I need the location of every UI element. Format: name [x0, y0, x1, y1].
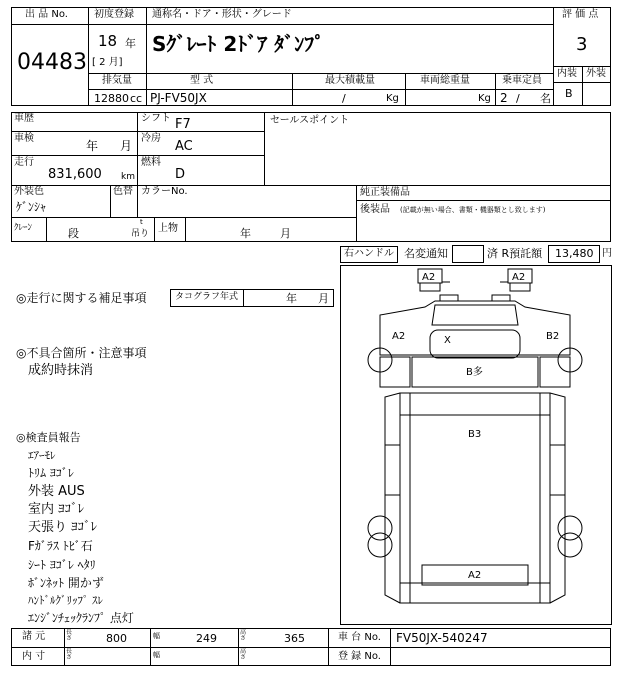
inspector-label: ◎検査員報告 [16, 431, 81, 444]
aftermarket-label: 後装品 [360, 204, 390, 215]
first-reg-month: [ 2 月] [92, 57, 123, 68]
displacement-value: 12880 [94, 92, 129, 105]
damage-mark: A2 [422, 272, 436, 283]
damage-mark: A2 [512, 272, 526, 283]
interior-score: B [565, 87, 573, 100]
first-reg-label: 初度登録 [94, 9, 134, 20]
length-value: 800 [106, 632, 127, 645]
defects-label: ◎不具合箇所・注意事項 [16, 346, 147, 360]
max-load-label: 最大積載量 [325, 75, 375, 86]
inspector-item: 外装 AUS [28, 484, 85, 499]
gross-weight-unit: Kg [478, 93, 491, 104]
score-value: 3 [576, 34, 588, 55]
score-label: 評 価 点 [562, 9, 599, 20]
vehicle-name: Sｸﾞﾚｰﾄ 2ﾄﾞｱ ﾀﾞﾝﾌﾟ [152, 32, 325, 56]
capacity-label: 乗車定員 [502, 75, 542, 86]
supp-label: ◎走行に関する補足事項 [16, 291, 147, 305]
lot-number: 04483 [17, 50, 87, 75]
inner-height-label: 高さ [240, 648, 247, 661]
damage-mark: B多 [466, 367, 483, 378]
inspector-item: Fｶﾞﾗｽ ﾄﾋﾞ石 [28, 539, 93, 553]
capacity-value: 2 [500, 91, 508, 105]
inspection-year: 年 [86, 139, 99, 153]
inspection-month: 月 [120, 139, 133, 153]
tacho-month: 月 [318, 292, 329, 305]
name-change-label: 名変通知 [404, 247, 448, 260]
width-label: 幅 [153, 632, 160, 640]
mileage-unit: km [121, 172, 135, 182]
shift-value: F7 [175, 117, 191, 132]
lot-label: 出 品 No. [25, 9, 68, 20]
recycle-value: 13,480 [555, 247, 594, 260]
inspector-item: ｴｱｰﾓﾚ [28, 449, 56, 462]
name-change-box [452, 245, 484, 263]
upper-year: 年 [240, 227, 251, 240]
aftermarket-note: (記載が無い場合、書類・機器類とし致します) [400, 206, 546, 214]
damage-mark: A2 [468, 570, 482, 581]
first-reg-year-unit: 年 [125, 37, 136, 50]
recycle-unit: 円 [602, 248, 612, 259]
capacity-slash: / [516, 92, 520, 105]
fuel-value: D [175, 167, 186, 182]
inspection-label: 車検 [14, 133, 34, 144]
name-label: 通称名・ドア・形状・グレード [152, 9, 292, 20]
tacho-year: 年 [286, 292, 297, 305]
defects-text: 成約時抹消 [28, 363, 94, 378]
displacement-unit: cc [130, 92, 143, 105]
chassis-value: FV50JX-540247 [396, 631, 488, 645]
first-reg-year: 18 [98, 32, 118, 50]
crane-stage: 段 [68, 227, 79, 240]
selling-points-label: セールスポイント [270, 115, 350, 126]
inspector-item: ﾄﾘﾑ ﾖｺﾞﾚ [28, 466, 74, 480]
inspector-item: 室内 ﾖｺﾞﾚ [28, 502, 85, 517]
color-no-label: カラーNo. [141, 186, 188, 197]
damage-mark: A2 [392, 331, 406, 342]
oem-equipment-label: 純正装備品 [360, 187, 410, 198]
max-load-unit: Kg [386, 93, 399, 104]
color-label: 外装色 [14, 186, 44, 197]
mileage-label: 走行 [14, 157, 34, 168]
inspector-item: ﾎﾞﾝﾈｯﾄ 開かず [28, 576, 104, 590]
recycle-label: 済 R預託額 [487, 247, 543, 260]
width-value: 249 [196, 632, 217, 645]
cooling-value: AC [175, 139, 193, 154]
history-label: 車歴 [14, 113, 34, 124]
upper-month: 月 [280, 227, 291, 240]
model-label: 型 式 [190, 75, 214, 86]
inspector-item: ｼｰﾄ ﾖｺﾞﾚ ﾍﾀﾘ [28, 558, 96, 572]
interior-label: 内装 [557, 68, 577, 79]
displacement-label: 排気量 [102, 75, 132, 86]
inner-label: 内 寸 [22, 651, 46, 662]
shift-label: シフト [141, 113, 171, 124]
crane-t: t [140, 218, 143, 226]
crane-label: ｸﾚｰﾝ [14, 223, 33, 233]
cooling-label: 冷房 [141, 133, 161, 144]
reg-label: 登 録 No. [338, 651, 381, 662]
model-value: PJ-FV50JX [150, 91, 207, 105]
damage-mark: X [444, 335, 451, 346]
specs-label: 諸 元 [22, 631, 46, 642]
capacity-unit: 名 [540, 92, 551, 105]
damage-mark: B3 [468, 429, 482, 440]
inspector-item: ﾊﾝﾄﾞﾙｸﾞﾘｯﾌﾟ ｽﾚ [28, 594, 103, 607]
inspector-item: ｴﾝｼﾞﾝﾁｪｯｸﾗﾝﾌﾟ 点灯 [28, 611, 134, 625]
inner-width-label: 幅 [153, 651, 160, 659]
height-label: 高さ [240, 629, 247, 642]
inner-length-label: 長さ [66, 648, 73, 661]
length-label: 長さ [66, 629, 73, 642]
upper-label: 上物 [158, 223, 178, 234]
tachograph-label: タコグラフ年式 [175, 292, 239, 302]
damage-mark: B2 [546, 331, 560, 342]
height-value: 365 [284, 632, 305, 645]
max-load-slash: / [342, 92, 346, 105]
gross-weight-label: 車両総重量 [420, 75, 470, 86]
inspector-item: 天張り ﾖｺﾞﾚ [28, 520, 98, 535]
chassis-label: 車 台 No. [338, 632, 381, 643]
exterior-label: 外装 [586, 68, 606, 79]
mileage-value: 831,600 [48, 167, 102, 182]
crane-hang: 吊り [131, 229, 150, 239]
fuel-label: 燃料 [141, 157, 161, 168]
truck-damage-diagram [340, 265, 612, 625]
color-value: ｹﾞﾝｼｬ [16, 200, 47, 214]
right-handle-label: 右ハンドル [344, 248, 394, 259]
color-change-label: 色替 [113, 186, 133, 197]
